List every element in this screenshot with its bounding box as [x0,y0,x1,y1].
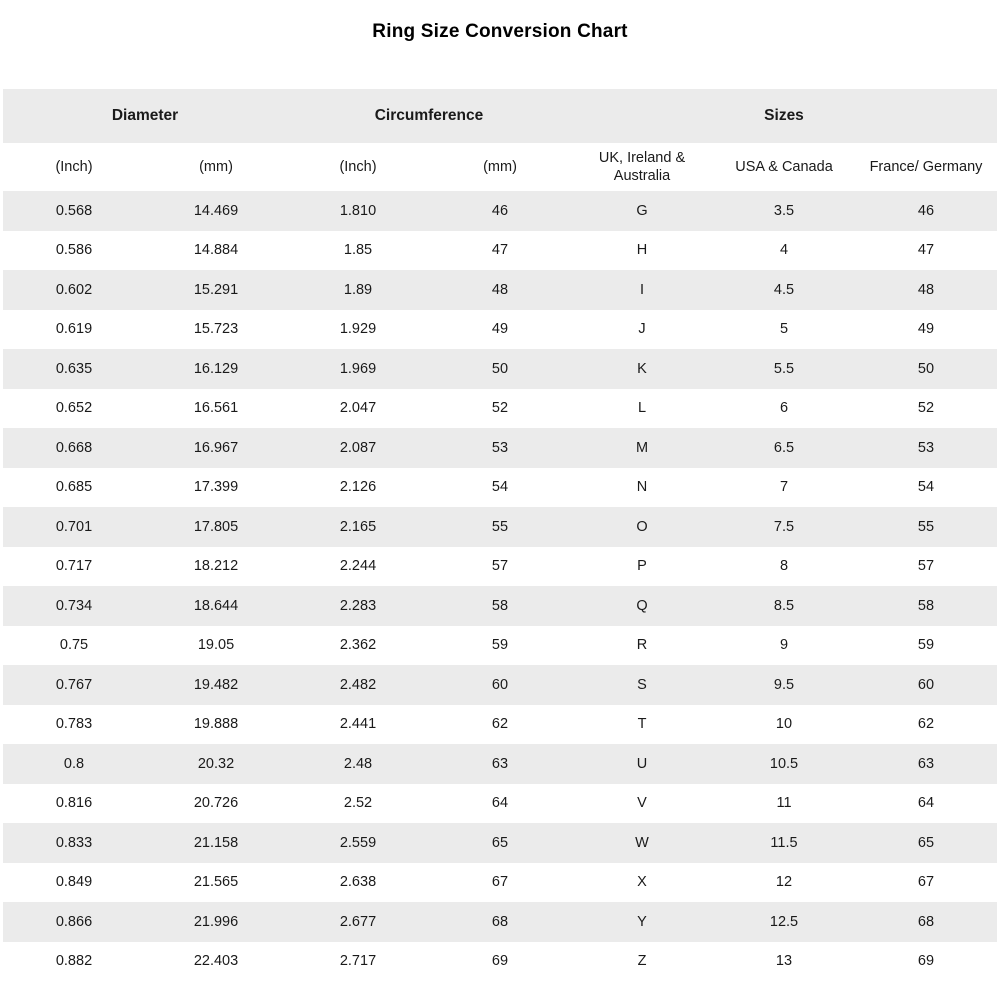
column-header-diameter-inch: (Inch) [3,143,145,191]
table-cell: 12 [713,863,855,903]
table-cell: 5 [713,310,855,350]
table-cell: G [571,191,713,231]
table-cell: 6 [713,389,855,429]
table-row [3,270,997,310]
table-cell: 8 [713,547,855,587]
table-cell: 50 [429,349,571,389]
table-cell: 2.482 [287,665,429,705]
table-cell: 0.767 [3,665,145,705]
table-cell: 68 [855,902,997,942]
table-cell: 21.565 [145,863,287,903]
table-cell: 2.165 [287,507,429,547]
table-cell: 0.8 [3,744,145,784]
table-cell: 0.849 [3,863,145,903]
table-cell: S [571,665,713,705]
column-header-circumference-inch: (Inch) [287,143,429,191]
group-header-sizes: Sizes [571,89,997,143]
table-cell: 59 [855,626,997,666]
table-row [3,863,997,903]
table-cell: 49 [429,310,571,350]
table-cell: 57 [429,547,571,587]
table-row [3,665,997,705]
table-cell: 64 [429,784,571,824]
table-cell: 1.969 [287,349,429,389]
table-cell: I [571,270,713,310]
table-cell: V [571,784,713,824]
table-cell: 67 [429,863,571,903]
ring-size-table-container [0,89,1000,981]
table-cell: T [571,705,713,745]
table-row [3,428,997,468]
table-cell: 18.212 [145,547,287,587]
column-header-diameter-mm: (mm) [145,143,287,191]
table-row [3,507,997,547]
table-cell: 0.635 [3,349,145,389]
table-cell: 60 [429,665,571,705]
table-cell: 0.602 [3,270,145,310]
table-cell: 22.403 [145,942,287,982]
table-row [3,744,997,784]
table-cell: W [571,823,713,863]
table-cell: 63 [855,744,997,784]
table-cell: 21.996 [145,902,287,942]
table-cell: Z [571,942,713,982]
table-cell: N [571,468,713,508]
table-cell: 1.85 [287,231,429,271]
table-cell: 13 [713,942,855,982]
table-cell: 48 [855,270,997,310]
page-title: Ring Size Conversion Chart [372,21,628,42]
table-cell: 2.283 [287,586,429,626]
table-cell: 65 [855,823,997,863]
table-cell: 2.677 [287,902,429,942]
table-cell: 1.929 [287,310,429,350]
table-cell: 67 [855,863,997,903]
table-cell: 47 [855,231,997,271]
table-cell: 2.047 [287,389,429,429]
table-cell: 10.5 [713,744,855,784]
table-cell: 0.568 [3,191,145,231]
table-cell: 62 [429,705,571,745]
column-header-usa-canada: USA & Canada [713,143,855,191]
table-row [3,586,997,626]
table-cell: 20.726 [145,784,287,824]
table-cell: 2.638 [287,863,429,903]
table-cell: 2.126 [287,468,429,508]
table-cell: 2.52 [287,784,429,824]
table-cell: 0.882 [3,942,145,982]
table-cell: 11 [713,784,855,824]
table-cell: 0.685 [3,468,145,508]
table-cell: 52 [855,389,997,429]
table-cell: 3.5 [713,191,855,231]
table-cell: 8.5 [713,586,855,626]
table-cell: 63 [429,744,571,784]
table-cell: 54 [855,468,997,508]
group-header-row [3,89,997,143]
table-cell: 2.087 [287,428,429,468]
table-cell: 55 [429,507,571,547]
table-cell: R [571,626,713,666]
table-cell: 7.5 [713,507,855,547]
column-header-uk-ireland-australia: UK, Ireland & Australia [571,143,713,191]
table-cell: 68 [429,902,571,942]
table-cell: 1.89 [287,270,429,310]
table-cell: 0.668 [3,428,145,468]
table-cell: 0.701 [3,507,145,547]
table-cell: 10 [713,705,855,745]
table-cell: 2.717 [287,942,429,982]
table-body [3,191,997,981]
table-cell: 54 [429,468,571,508]
table-cell: 6.5 [713,428,855,468]
table-cell: 15.723 [145,310,287,350]
table-cell: 4.5 [713,270,855,310]
table-cell: 64 [855,784,997,824]
table-cell: 0.717 [3,547,145,587]
table-cell: 2.48 [287,744,429,784]
table-cell: 0.866 [3,902,145,942]
table-row [3,823,997,863]
table-cell: 48 [429,270,571,310]
table-cell: 11.5 [713,823,855,863]
table-row [3,942,997,982]
table-row [3,231,997,271]
table-cell: 0.619 [3,310,145,350]
table-header [3,89,997,191]
table-cell: 9.5 [713,665,855,705]
table-cell: 62 [855,705,997,745]
table-cell: 4 [713,231,855,271]
table-cell: 52 [429,389,571,429]
table-row [3,547,997,587]
table-cell: 20.32 [145,744,287,784]
table-cell: 16.561 [145,389,287,429]
table-cell: 19.888 [145,705,287,745]
table-row [3,902,997,942]
table-cell: 14.884 [145,231,287,271]
table-cell: 49 [855,310,997,350]
table-cell: 19.482 [145,665,287,705]
table-cell: 0.586 [3,231,145,271]
table-cell: 21.158 [145,823,287,863]
table-row [3,389,997,429]
table-cell: 0.652 [3,389,145,429]
table-cell: O [571,507,713,547]
table-cell: 57 [855,547,997,587]
table-cell: 60 [855,665,997,705]
table-cell: K [571,349,713,389]
table-cell: M [571,428,713,468]
table-cell: L [571,389,713,429]
table-cell: 65 [429,823,571,863]
table-cell: U [571,744,713,784]
table-cell: 0.833 [3,823,145,863]
table-cell: 1.810 [287,191,429,231]
table-cell: 19.05 [145,626,287,666]
group-header-diameter: Diameter [3,89,287,143]
table-cell: 17.805 [145,507,287,547]
table-cell: 59 [429,626,571,666]
table-cell: 53 [429,428,571,468]
table-cell: 2.559 [287,823,429,863]
table-row [3,191,997,231]
ring-size-conversion-table [3,89,997,981]
table-cell: Y [571,902,713,942]
table-cell: 12.5 [713,902,855,942]
table-cell: 7 [713,468,855,508]
table-row [3,468,997,508]
table-cell: 58 [855,586,997,626]
group-header-circumference: Circumference [287,89,571,143]
table-row [3,349,997,389]
table-row [3,626,997,666]
table-cell: 17.399 [145,468,287,508]
table-cell: 15.291 [145,270,287,310]
table-cell: 69 [429,942,571,982]
table-cell: 0.734 [3,586,145,626]
table-cell: 46 [855,191,997,231]
table-cell: 46 [429,191,571,231]
table-cell: 16.129 [145,349,287,389]
table-cell: J [571,310,713,350]
table-cell: 2.441 [287,705,429,745]
table-cell: 53 [855,428,997,468]
table-cell: 47 [429,231,571,271]
column-header-france-germany: France/ Germany [855,143,997,191]
column-header-circumference-mm: (mm) [429,143,571,191]
table-cell: 55 [855,507,997,547]
table-cell: Q [571,586,713,626]
table-cell: X [571,863,713,903]
table-cell: 0.783 [3,705,145,745]
table-cell: 50 [855,349,997,389]
table-cell: 14.469 [145,191,287,231]
table-cell: P [571,547,713,587]
table-row [3,310,997,350]
table-cell: 0.75 [3,626,145,666]
column-header-row [3,143,997,191]
table-cell: H [571,231,713,271]
table-row [3,705,997,745]
table-cell: 2.244 [287,547,429,587]
table-cell: 2.362 [287,626,429,666]
table-cell: 69 [855,942,997,982]
table-cell: 58 [429,586,571,626]
table-cell: 9 [713,626,855,666]
table-cell: 5.5 [713,349,855,389]
table-cell: 0.816 [3,784,145,824]
table-cell: 18.644 [145,586,287,626]
table-row [3,784,997,824]
table-cell: 16.967 [145,428,287,468]
